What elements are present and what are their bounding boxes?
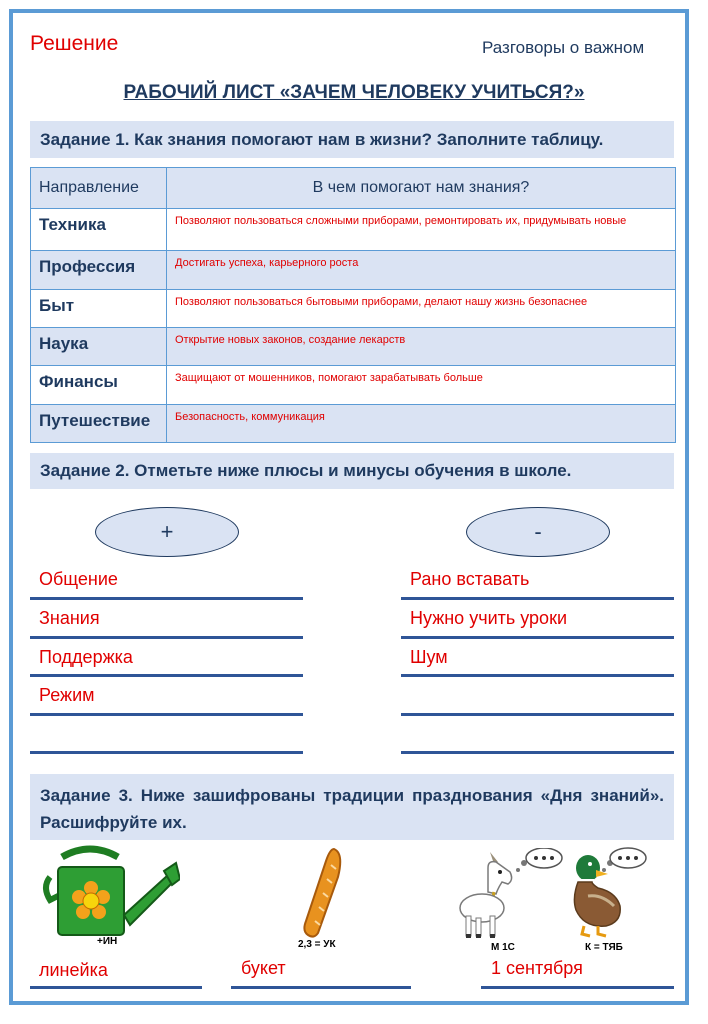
goat-icon (458, 848, 566, 944)
column-header-direction: Направление (31, 168, 167, 209)
answer-cell[interactable]: Позволяют пользоваться сложными приборами, ремонтировать их, придумывать новые (167, 209, 676, 251)
plus-line (30, 636, 303, 639)
minus-line (401, 674, 674, 677)
answer-cell[interactable]: Защищают от мошенников, помогают зарабатывать больше (167, 366, 676, 405)
direction-cell: Путешествие (31, 405, 167, 443)
rebus1-caption: +ИН (97, 936, 118, 947)
answer-line (481, 986, 674, 989)
solution-label: Решение (30, 32, 119, 55)
table-header-row (31, 168, 676, 209)
answer-line (30, 986, 202, 989)
task3-heading: Задание 3. Ниже зашифрованы традиции празднования «Дня знаний». Расшифруйте их. (30, 774, 674, 840)
rebus2-caption: 2,3 = УК (298, 939, 336, 950)
table-row (31, 405, 676, 443)
task2-heading: Задание 2. Отметьте ниже плюсы и минусы обучения в школе. (30, 453, 674, 489)
rebus3-caption-a: М 1С (491, 942, 515, 953)
worksheet-title: РАБОЧИЙ ЛИСТ «ЗАЧЕМ ЧЕЛОВЕКУ УЧИТЬСЯ?» (123, 82, 585, 103)
column-header-help: В чем помогают нам знания? (167, 168, 676, 209)
table-row (31, 328, 676, 366)
direction-cell: Быт (31, 290, 167, 328)
minus-line (401, 751, 674, 754)
answer-cell[interactable]: Безопасность, коммуникация (167, 405, 676, 443)
rebus3-caption-b: К = ТЯБ (585, 942, 623, 953)
plus-entry[interactable]: Поддержка (39, 647, 133, 667)
rebus-answer[interactable]: линейка (39, 960, 108, 980)
baguette-icon (300, 847, 350, 939)
answer-cell[interactable]: Достигать успеха, карьерного роста (167, 251, 676, 290)
minus-entry[interactable]: Рано вставать (410, 569, 530, 589)
rebus-answer[interactable]: букет (241, 958, 286, 978)
direction-cell: Профессия (31, 251, 167, 290)
series-label: Разговоры о важном (482, 38, 645, 57)
plus-line (30, 713, 303, 716)
plus-line (30, 751, 303, 754)
direction-cell: Финансы (31, 366, 167, 405)
minus-entry[interactable]: Шум (410, 647, 448, 667)
rebus-answer[interactable]: 1 сентября (491, 958, 583, 978)
minus-line (401, 713, 674, 716)
answer-line (231, 986, 411, 989)
plus-entry[interactable]: Знания (39, 608, 100, 628)
table-row (31, 251, 676, 290)
watering-can-icon (40, 845, 180, 950)
answer-cell[interactable]: Позволяют пользоваться бытовыми приборами, делают нашу жизнь безопаснее (167, 290, 676, 328)
minus-line (401, 636, 674, 639)
plus-line (30, 597, 303, 600)
minus-entry[interactable]: Нужно учить уроки (410, 608, 567, 628)
table-row (31, 209, 676, 251)
plus-line (30, 674, 303, 677)
minus-line (401, 597, 674, 600)
task1-heading: Задание 1. Как знания помогают нам в жизни? Заполните таблицу. (30, 121, 674, 158)
direction-cell: Техника (31, 209, 167, 251)
direction-cell: Наука (31, 328, 167, 366)
knowledge-table (30, 167, 676, 443)
answer-cell[interactable]: Открытие новых законов, создание лекарств (167, 328, 676, 366)
table-row (31, 290, 676, 328)
plus-oval: + (95, 507, 239, 557)
plus-entry[interactable]: Общение (39, 569, 118, 589)
duck-icon (568, 846, 676, 944)
plus-entry[interactable]: Режим (39, 685, 95, 705)
minus-oval: - (466, 507, 610, 557)
table-row (31, 366, 676, 405)
